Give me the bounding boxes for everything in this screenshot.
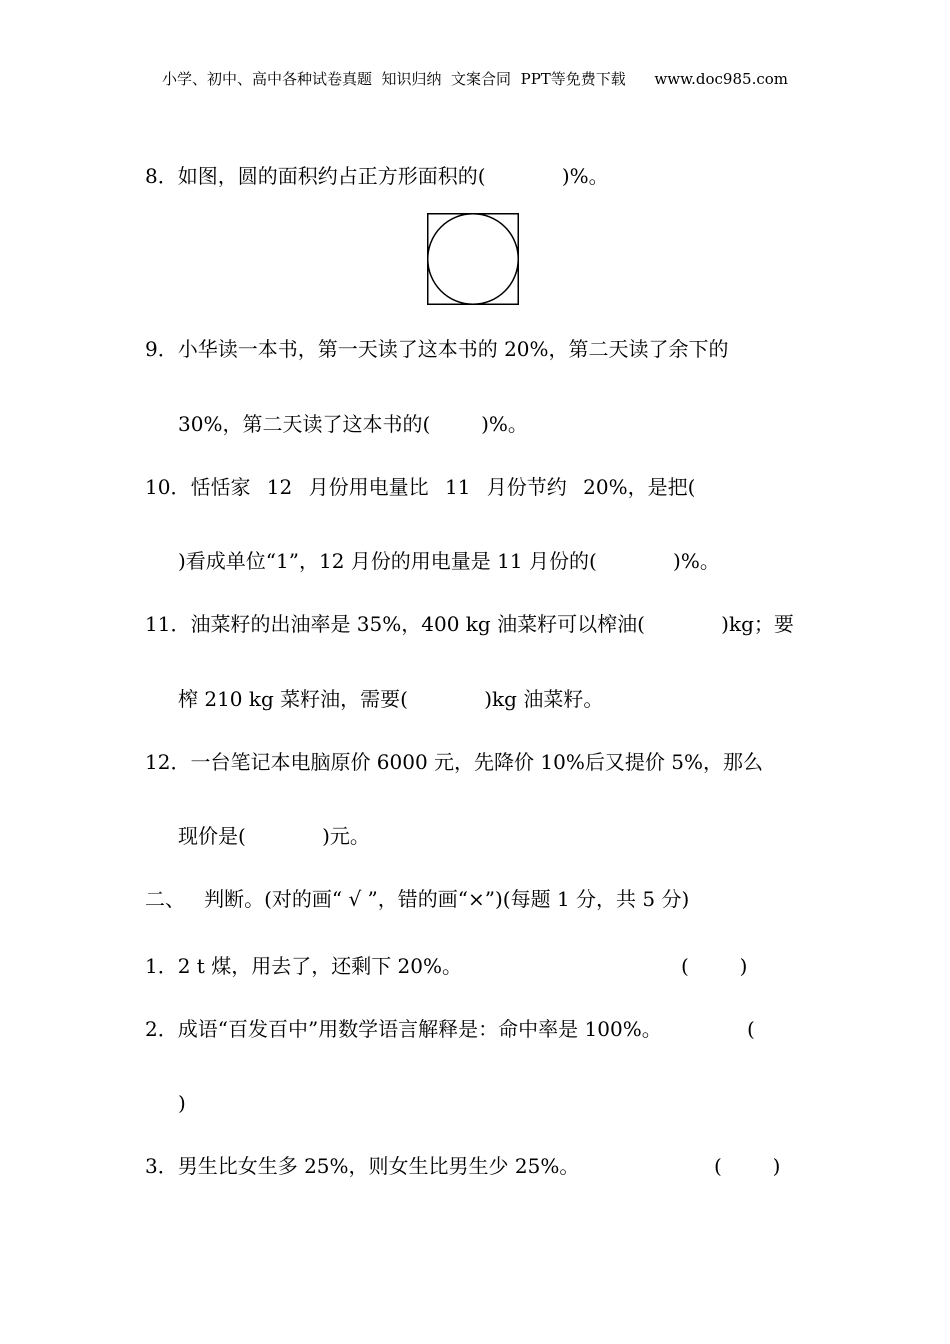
circle-in-square-figure [427,213,519,305]
judge-1: 1．2 t 煤，用去了，还剩下 20%。 [145,954,463,978]
question-10-line-1: 10．恬恬家 12 月份用电量比 11 月份节约 20%，是把( [145,475,696,499]
question-10-line-2: )看成单位“1”，12 月份的用电量是 11 月份的( )%。 [178,549,720,573]
judge-2-answer-close: ) [178,1091,186,1115]
judge-3-answer-parens: ( ) [714,1154,781,1178]
question-8: 8．如图，圆的面积约占正方形面积的( )%。 [145,164,609,188]
judge-2-answer-open: ( [747,1017,755,1041]
question-9-line-2: 30%，第二天读了这本书的( )%。 [178,412,528,436]
judge-2: 2．成语“百发百中”用数学语言解释是：命中率是 100%。 [145,1017,662,1041]
judge-3: 3．男生比女生多 25%，则女生比男生少 25%。 [145,1154,580,1178]
page-header: 小学、初中、高中各种试卷真题 知识归纳 文案合同 PPT等免费下载 www.doc985.com [161,70,788,88]
section-2-title: 二、 判断。(对的画“ √ ”，错的画“×”)(每题 1 分，共 5 分) [145,887,690,911]
question-11-line-2: 榨 210 kg 菜籽油，需要( )kg 油菜籽。 [178,687,604,711]
judge-1-answer-parens: ( ) [681,954,748,978]
question-11-line-1: 11．油菜籽的出油率是 35%，400 kg 油菜籽可以榨油( )kg；要 [145,612,794,636]
question-9-line-1: 9．小华读一本书，第一天读了这本书的 20%，第二天读了余下的 [145,337,729,361]
circle-shape [428,214,519,305]
question-12-line-1: 12．一台笔记本电脑原价 6000 元，先降价 10%后又提价 5%，那么 [145,750,763,774]
question-12-line-2: 现价是( )元。 [178,824,370,848]
